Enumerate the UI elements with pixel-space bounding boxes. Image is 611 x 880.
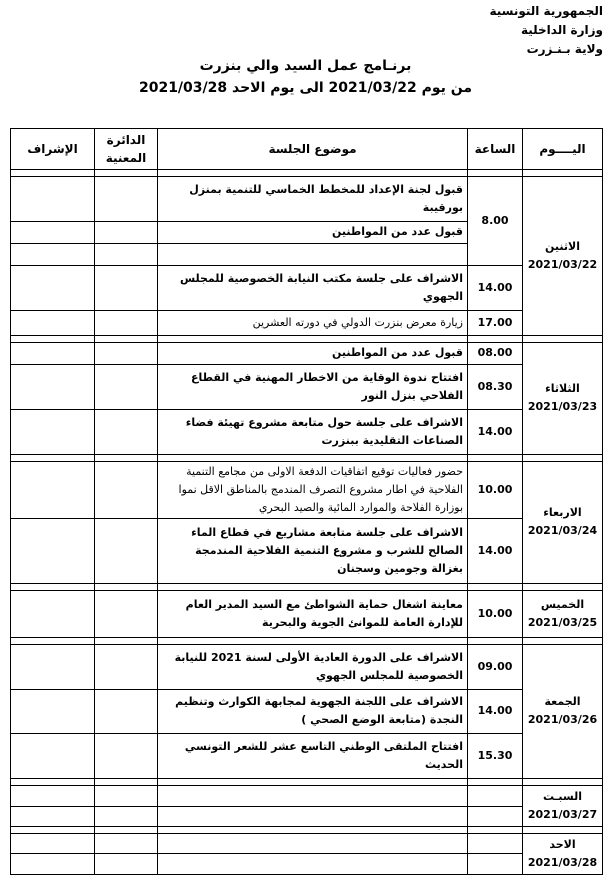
supervision-cell — [11, 176, 95, 221]
department-cell — [95, 243, 158, 265]
subject-cell — [158, 243, 468, 265]
table-row — [11, 734, 603, 779]
supervision-cell — [11, 243, 95, 265]
supervision-cell — [11, 854, 95, 875]
table-row — [11, 689, 603, 734]
day-cell-friday — [523, 644, 603, 778]
department-cell — [95, 806, 158, 826]
day-date: 2021/03/25 — [527, 615, 598, 629]
document-period: من يوم 2021/03/22 الى يوم الاحد 2021/03/28 — [138, 80, 473, 96]
supervision-cell — [11, 461, 95, 518]
department-cell — [95, 833, 158, 853]
table-row — [11, 461, 603, 518]
subject-cell: معاينة اشغال حماية الشواطئ مع السيد المدير العام للإدارة العامة للموانئ الجوية والبحرية — [158, 590, 468, 637]
department-cell — [95, 311, 158, 335]
spacer-row — [11, 637, 603, 644]
column-header-supervision: الإشراف — [11, 129, 95, 170]
day-cell-tuesday — [523, 342, 603, 454]
day-cell-wednesday — [523, 461, 603, 583]
supervision-cell — [11, 221, 95, 243]
spacer-row — [11, 169, 603, 176]
time-cell — [468, 854, 523, 875]
supervision-cell — [11, 806, 95, 826]
time-cell: 09.00 — [468, 644, 523, 689]
time-cell: 8.00 — [468, 176, 523, 266]
letterhead-ministry: وزارة الداخلية — [520, 23, 603, 37]
table-row — [11, 806, 603, 826]
supervision-cell — [11, 409, 95, 454]
department-cell — [95, 854, 158, 875]
subject-cell: الاشراف على اللجنة الجهوية لمجابهة الكوارث وتنظيم النجدة (متابعة الوضع الصحي ) — [158, 689, 468, 734]
day-cell-saturday — [523, 786, 603, 827]
spacer-row — [11, 583, 603, 590]
table-row — [11, 311, 603, 335]
day-name: الاحد — [549, 837, 576, 851]
table-header-row — [11, 129, 603, 170]
day-name: الجمعة — [544, 695, 581, 709]
department-cell — [95, 409, 158, 454]
supervision-cell — [11, 590, 95, 637]
time-cell: 15.30 — [468, 734, 523, 779]
table-row — [11, 409, 603, 454]
table-row — [11, 365, 603, 410]
department-cell — [95, 461, 158, 518]
time-cell: 14.00 — [468, 409, 523, 454]
subject-cell: افتتاح الملتقى الوطني التاسع عشر للشعر التونسي الحديث — [158, 734, 468, 779]
subject-cell: قبول عدد من المواطنين — [158, 221, 468, 243]
time-cell — [468, 786, 523, 806]
spacer-row — [11, 335, 603, 342]
department-cell — [95, 689, 158, 734]
supervision-cell — [11, 311, 95, 335]
supervision-cell — [11, 689, 95, 734]
department-cell — [95, 518, 158, 583]
subject-cell: قبول عدد من المواطنين — [158, 342, 468, 364]
table-row — [11, 833, 603, 853]
schedule-table — [10, 128, 603, 875]
department-cell — [95, 590, 158, 637]
column-header-department: الدائرة المعنية — [95, 129, 158, 170]
department-cell — [95, 266, 158, 311]
time-cell: 10.00 — [468, 590, 523, 637]
subject-cell — [158, 786, 468, 806]
subject-cell: الاشراف على الدورة العادية الأولى لسنة 2021 للنيابة الخصوصية للمجلس الجهوي — [158, 644, 468, 689]
time-cell: 10.00 — [468, 461, 523, 518]
day-cell-monday — [523, 176, 603, 335]
spacer-row — [11, 454, 603, 461]
department-cell — [95, 342, 158, 364]
time-cell: 14.00 — [468, 518, 523, 583]
subject-cell: افتتاح ندوة الوقاية من الاخطار المهنية في القطاع الفلاحي بنزل النور — [158, 365, 468, 410]
subject-cell: الاشراف على جلسة حول متابعة مشروع تهيئة فضاء الصناعات التقليدية ببنزرت — [158, 409, 468, 454]
day-cell-sunday — [523, 833, 603, 874]
supervision-cell — [11, 266, 95, 311]
column-header-day: اليــــوم — [523, 129, 603, 170]
supervision-cell — [11, 833, 95, 853]
table-row — [11, 644, 603, 689]
day-date: 2021/03/23 — [527, 400, 598, 414]
department-cell — [95, 221, 158, 243]
letterhead-republic: الجمهورية التونسية — [489, 4, 603, 18]
department-cell — [95, 644, 158, 689]
document-title: برنـامج عمل السيد والي بنزرت — [199, 58, 412, 74]
table-row — [11, 786, 603, 806]
subject-cell: حضور فعاليات توقيع اتفاقيات الدفعة الاولى من مجامع التنمية الفلاحية في اطار مشروع التصرف المندمج بالمناطق الاقل نموا بوزارة الفلاحة والموارد المائية والصيد البحري — [158, 461, 468, 518]
day-name: الثلاثاء — [545, 382, 580, 396]
subject-cell: زيارة معرض بنزرت الدولي في دورته العشرين — [158, 311, 468, 335]
spacer-row — [11, 826, 603, 833]
day-name: الاثنين — [545, 239, 580, 253]
department-cell — [95, 734, 158, 779]
subject-cell: قبول لجنة الإعداد للمخطط الخماسي للتنمية بمنزل بورقيبة — [158, 176, 468, 221]
day-name: السبـت — [543, 790, 582, 804]
time-cell: 17.00 — [468, 311, 523, 335]
supervision-cell — [11, 365, 95, 410]
supervision-cell — [11, 786, 95, 806]
table-row — [11, 854, 603, 875]
time-cell — [468, 806, 523, 826]
time-cell — [468, 833, 523, 853]
supervision-cell — [11, 644, 95, 689]
time-cell: 14.00 — [468, 689, 523, 734]
department-cell — [95, 176, 158, 221]
letterhead-governorate: ولاية بـنـزرت — [526, 42, 603, 56]
day-name: الاربعاء — [543, 506, 582, 520]
subject-cell — [158, 854, 468, 875]
subject-cell — [158, 806, 468, 826]
subject-cell: الاشراف على جلسة مكتب النيابة الخصوصية للمجلس الجهوي — [158, 266, 468, 311]
day-date: 2021/03/24 — [527, 524, 598, 538]
day-date: 2021/03/27 — [527, 808, 598, 822]
day-date: 2021/03/28 — [527, 855, 598, 869]
column-header-subject: موضوع الجلسة — [158, 129, 468, 170]
department-cell — [95, 786, 158, 806]
supervision-cell — [11, 342, 95, 364]
table-row — [11, 518, 603, 583]
table-row — [11, 176, 603, 221]
subject-cell: الاشراف على جلسة متابعة مشاريع في قطاع الماء الصالح للشرب و مشروع التنمية الفلاحية المندمجة بغزالة وجومين وسجنان — [158, 518, 468, 583]
time-cell: 08.30 — [468, 365, 523, 410]
spacer-row — [11, 779, 603, 786]
day-date: 2021/03/26 — [527, 713, 598, 727]
table-row — [11, 342, 603, 364]
supervision-cell — [11, 518, 95, 583]
subject-cell — [158, 833, 468, 853]
column-header-time: الساعة — [468, 129, 523, 170]
day-cell-thursday — [523, 590, 603, 637]
table-row — [11, 590, 603, 637]
day-name: الخميس — [540, 597, 585, 611]
time-cell: 08.00 — [468, 342, 523, 364]
time-cell: 14.00 — [468, 266, 523, 311]
supervision-cell — [11, 734, 95, 779]
department-cell — [95, 365, 158, 410]
day-date: 2021/03/22 — [527, 257, 598, 271]
table-row — [11, 266, 603, 311]
letterhead — [489, 2, 603, 59]
